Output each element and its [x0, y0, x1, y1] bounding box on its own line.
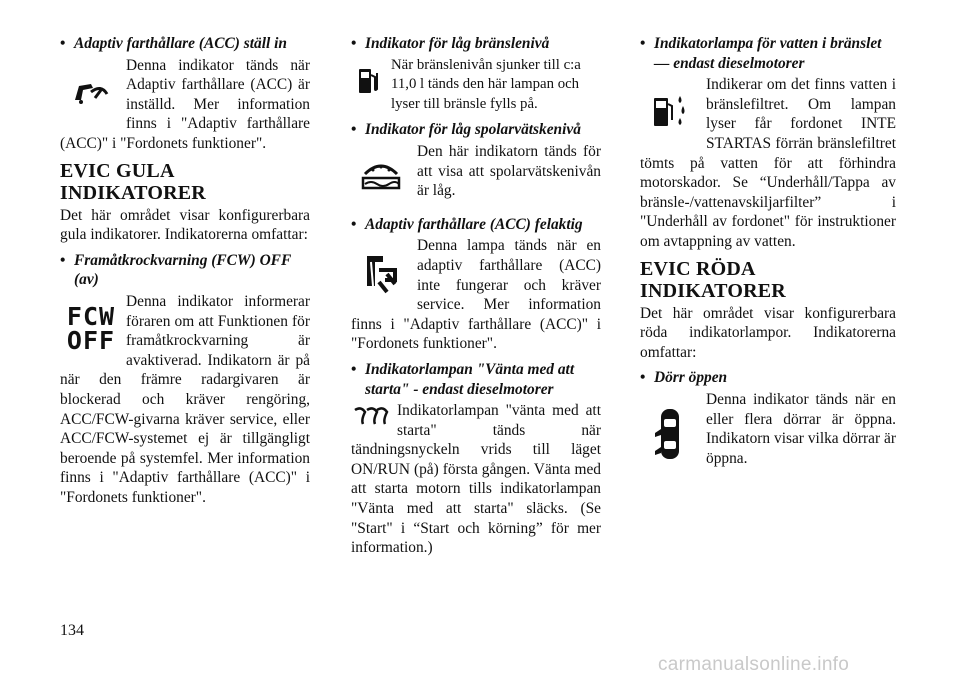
item-body: Indikatorlampan "vänta med att starta" tänds när tändningsnyckeln vrids till läget ON/RUN (på) första gången. Vänta med att starta motorn tills indikatorlampan "Vänta med att starta" släcks. (Se "Start" i “Start och körning” för mer information.)	[351, 402, 601, 557]
bullet: •	[640, 369, 646, 387]
item-title: Indikator för låg bränslenivå	[365, 35, 550, 52]
page-number: 134	[60, 622, 84, 639]
item-door-open	[640, 368, 896, 468]
item-title: Indikator för låg spolarvätskenivå	[365, 121, 581, 139]
door-open-icon	[640, 396, 700, 472]
item-body: Indikerar om det finns vatten i bränslefiltret. Om lampan lyser får fordonet INTE STARTAS förrän bränslefiltret tömts på vatten för att förhindra motorskador. Se “Underhåll/Tappa av bränsle-/vattenavskiljarfilter” i "Underhåll av fordonet" för instruktioner om avtappning av vatten.	[640, 76, 896, 250]
item-wait-to-start	[351, 360, 601, 558]
item-title: Dörr öppen	[654, 369, 728, 387]
item-washer	[351, 120, 601, 200]
item-fuel-low	[351, 34, 601, 114]
bullet: •	[351, 35, 357, 52]
item-title: Framåtkrockvarning (FCW) OFF (av)	[74, 251, 291, 289]
item-body: När bränslenivån sjunker till c:a 11,0 l tänds den här lampan och lyser till bränsle fylls på.	[391, 56, 581, 112]
item-body: Denna lampa tänds när en adaptiv farthållare (ACC) inte fungerar och kräver service. Mer information finns i "Adaptiv farthållare (ACC)" i "Fordonets funktioner".	[351, 237, 601, 353]
item-title: Indikatorlampa för vatten i bränslet — endast dieselmotorer	[654, 35, 882, 72]
item-water-in-fuel	[640, 34, 896, 252]
off-icon-text: OFF	[66, 325, 116, 355]
item-body: Denna indikator informerar föraren om att Funktionen för framåtkrockvarning är avaktiverad. Indikatorn är på när den främre radargivaren är blockerad och kräver rengöring, ACC/FCW-givarna kräver service, eller ACC/FCW-systemet ej är tillgängligt beroende på systemfel. Mer information finns i "Adaptiv farthållare (ACC)" i "Fordonets funktioner".	[60, 292, 310, 506]
column-2	[351, 34, 601, 564]
bullet: •	[60, 251, 66, 269]
fuel-pump-icon	[351, 58, 385, 102]
acc-fault-icon	[351, 242, 411, 306]
item-body: Denna indikator tänds när en eller flera dörrar är öppna. Indikatorn visar vilka dörrar är öppna.	[706, 390, 896, 467]
item-title: Indikatorlampan "Vänta med att starta" - endast dieselmotorer	[365, 360, 575, 398]
item-body: Denna indikator tänds när Adaptiv farthållare (ACC) är inställd. Mer information finns i "Adaptiv farthållare (ACC)" i "Fordonets funktioner".	[60, 56, 310, 152]
item-fcw-off	[60, 251, 310, 508]
acc-set-icon	[60, 62, 122, 120]
item-title: Adaptiv farthållare (ACC) felaktig	[365, 215, 583, 233]
section-intro: Det här området visar konfigurerbara gula indikatorer. Indikatorerna omfattar:	[60, 206, 310, 244]
column-1	[60, 34, 310, 513]
watermark: carmanualsonline.info	[658, 654, 850, 675]
glow-plug-icon	[351, 403, 391, 429]
bullet: •	[640, 35, 646, 52]
water-in-fuel-icon	[640, 81, 700, 141]
bullet: •	[60, 35, 66, 52]
fcw-off-icon	[60, 298, 122, 360]
item-acc-fault	[351, 215, 601, 354]
column-3	[640, 34, 896, 474]
bullet: •	[351, 360, 357, 378]
bullet: •	[351, 121, 357, 139]
section-heading: EVIC GULA INDIKATORER	[60, 159, 206, 204]
washer-fluid-icon	[351, 148, 411, 200]
section-intro: Det här området visar konfigurerbara röda indikatorlampor. Indikatorerna omfattar:	[640, 304, 896, 361]
item-title: Adaptiv farthållare (ACC) ställ in	[74, 35, 287, 52]
section-heading: EVIC RÖDA INDIKATORER	[640, 257, 786, 302]
fcw-icon-text: FCW	[66, 301, 116, 331]
item-body: Den här indikatorn tänds för att visa att spolarvätskenivån är låg.	[417, 142, 601, 200]
bullet: •	[351, 215, 357, 233]
item-acc-set	[60, 34, 310, 154]
